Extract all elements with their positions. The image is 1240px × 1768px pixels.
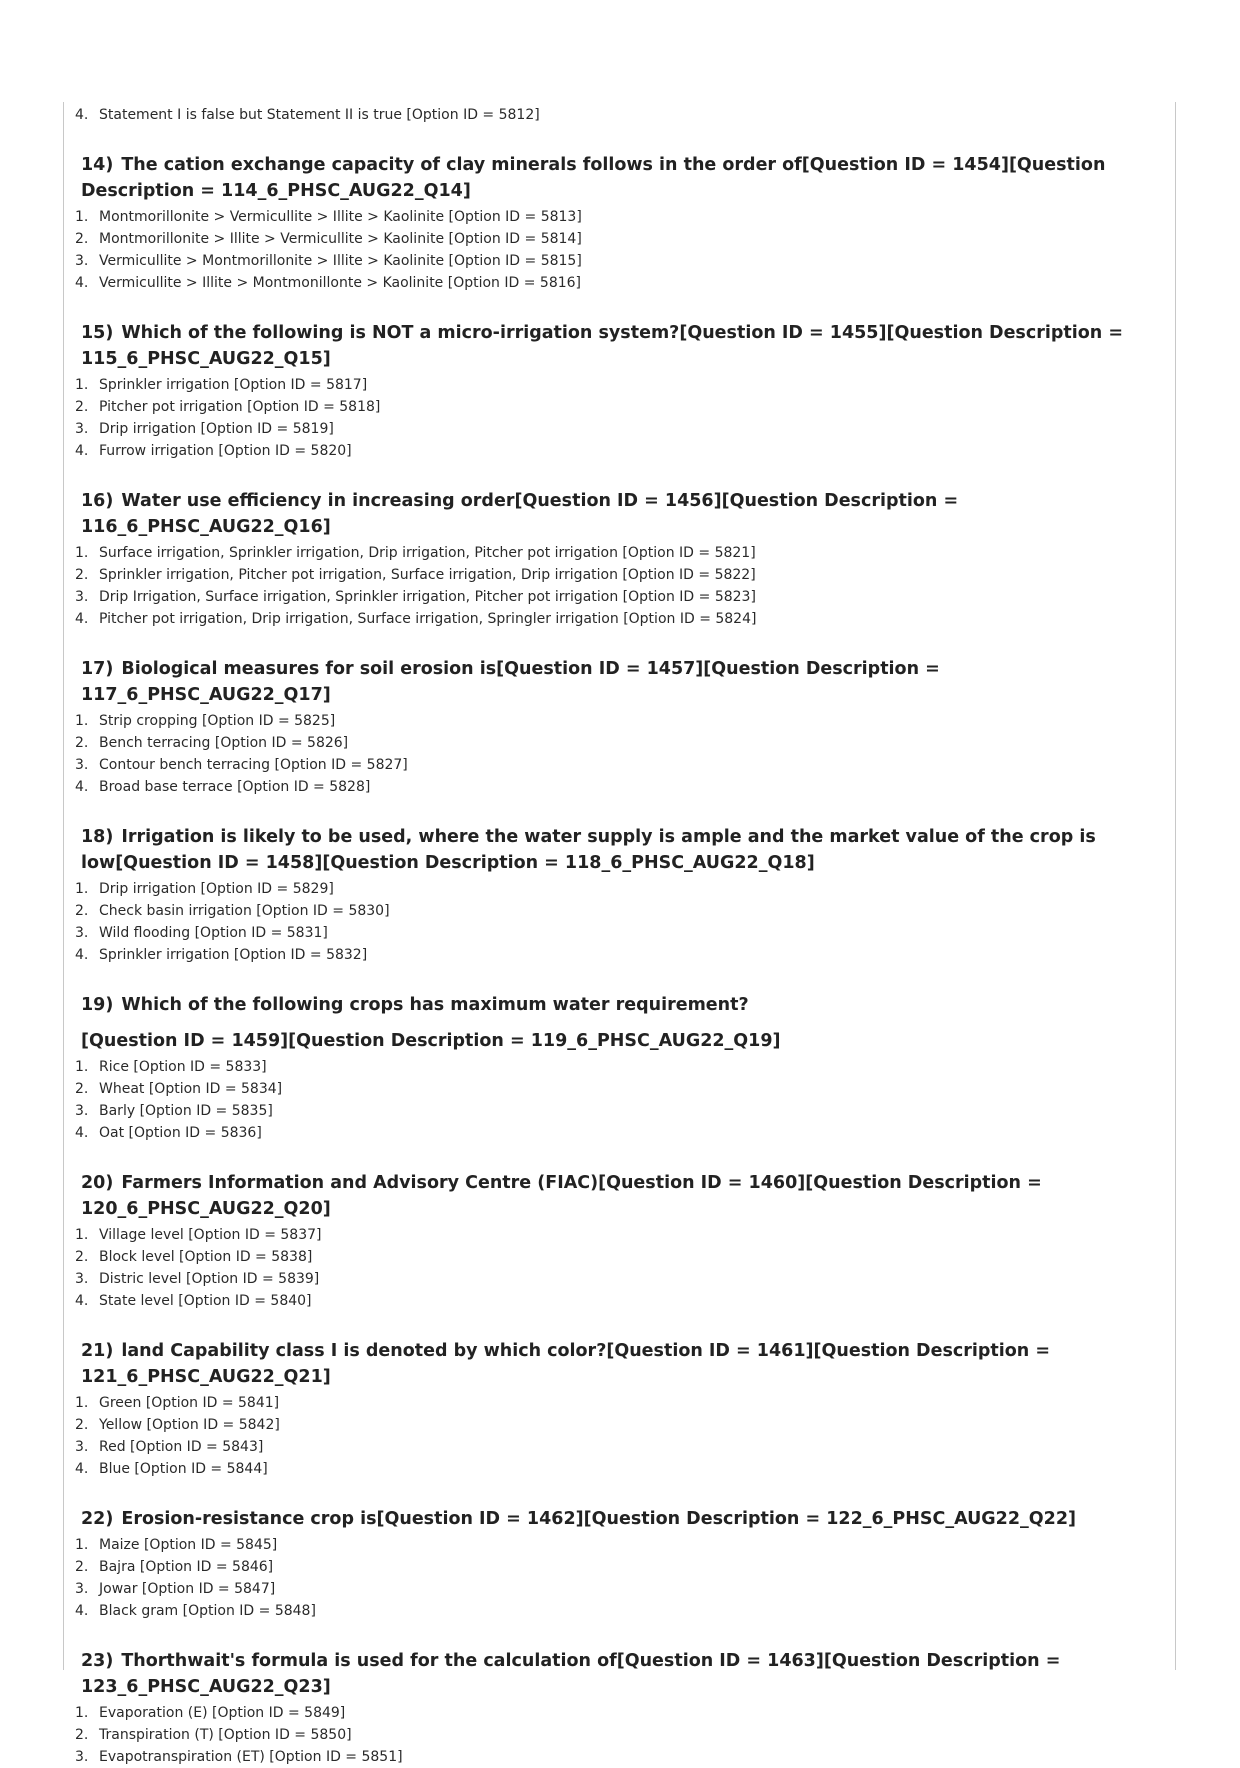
option-text: Bench terracing [Option ID = 5826] [99, 735, 349, 751]
option-number: 1. [75, 545, 89, 561]
option-number: 4. [75, 443, 89, 459]
option-item [75, 1458, 1165, 1480]
option-text: Oat [Option ID = 5836] [99, 1125, 262, 1141]
question-title [81, 488, 1165, 540]
question-block [75, 1338, 1165, 1480]
option-text: Strip cropping [Option ID = 5825] [99, 713, 336, 729]
option-number: 4. [75, 1603, 89, 1619]
option-item [75, 1746, 1165, 1768]
option-number: 3. [75, 1749, 89, 1765]
option-item [75, 944, 1165, 966]
question-title [81, 1506, 1165, 1532]
option-item [75, 542, 1165, 564]
option-number: 3. [75, 589, 89, 605]
option-number: 2. [75, 735, 89, 751]
option-text: Distric level [Option ID = 5839] [99, 1271, 320, 1287]
option-item [75, 1122, 1165, 1144]
option-text: Montmorillonite > Illite > Vermicullite > Kaolinite [Option ID = 5814] [99, 231, 582, 247]
option-number: 4. [75, 947, 89, 963]
option-item [75, 1556, 1165, 1578]
option-item [75, 1414, 1165, 1436]
option-number: 4. [75, 1461, 89, 1477]
option-text: Sprinkler irrigation [Option ID = 5817] [99, 377, 368, 393]
option-item [75, 272, 1165, 294]
option-text: Transpiration (T) [Option ID = 5850] [99, 1727, 352, 1743]
question-text: Irrigation is likely to be used, where the water supply is ample and the market value of the crop is low[Question ID = 1458][Question Description = 118_6_PHSC_AUG22_Q18] [81, 827, 1096, 873]
question-block [75, 1648, 1165, 1768]
question-text: land Capability class I is denoted by which color?[Question ID = 1461][Question Description = 121_6_PHSC_AUG22_Q21] [81, 1341, 1050, 1387]
option-item [75, 1100, 1165, 1122]
option-number: 1. [75, 881, 89, 897]
option-item [75, 1078, 1165, 1100]
question-block [75, 1506, 1165, 1622]
option-number: 1. [75, 1705, 89, 1721]
option-item [75, 250, 1165, 272]
option-text: Blue [Option ID = 5844] [99, 1461, 268, 1477]
option-text: Pitcher pot irrigation [Option ID = 5818] [99, 399, 381, 415]
option-number: 1. [75, 713, 89, 729]
option-item [75, 732, 1165, 754]
option-item [75, 396, 1165, 418]
question-title [81, 656, 1165, 708]
question-number: 23) [81, 1651, 114, 1671]
option-text: Black gram [Option ID = 5848] [99, 1603, 316, 1619]
option-number: 4. [75, 107, 89, 123]
question-title [81, 824, 1165, 876]
option-number: 3. [75, 1439, 89, 1455]
option-text: Vermicullite > Illite > Montmonillonte > Kaolinite [Option ID = 5816] [99, 275, 582, 291]
right-border-rule [1175, 102, 1176, 1670]
question-text: Which of the following is NOT a micro-irrigation system?[Question ID = 1455][Question Description = 115_6_PHSC_AUG22_Q15] [81, 323, 1123, 369]
option-text: Sprinkler irrigation [Option ID = 5832] [99, 947, 368, 963]
option-text: State level [Option ID = 5840] [99, 1293, 312, 1309]
option-text: Drip Irrigation, Surface irrigation, Sprinkler irrigation, Pitcher pot irrigation [Option ID = 5823] [99, 589, 756, 605]
option-number: 2. [75, 399, 89, 415]
option-text: Maize [Option ID = 5845] [99, 1537, 278, 1553]
left-border-rule [63, 102, 64, 1670]
question-text: Farmers Information and Advisory Centre (FIAC)[Question ID = 1460][Question Description = 120_6_PHSC_AUG22_Q20] [81, 1173, 1042, 1219]
question-paper-content [75, 104, 1165, 1768]
option-item [75, 228, 1165, 250]
option-text: Evaporation (E) [Option ID = 5849] [99, 1705, 346, 1721]
option-item [75, 564, 1165, 586]
option-number: 1. [75, 1395, 89, 1411]
option-item [75, 900, 1165, 922]
option-number: 2. [75, 567, 89, 583]
option-item [75, 1600, 1165, 1622]
option-text: Vermicullite > Montmorillonite > Illite > Kaolinite [Option ID = 5815] [99, 253, 582, 269]
question-title [81, 1648, 1165, 1700]
option-text: Broad base terrace [Option ID = 5828] [99, 779, 371, 795]
option-number: 2. [75, 1081, 89, 1097]
question-block [75, 152, 1165, 294]
option-text: Wheat [Option ID = 5834] [99, 1081, 283, 1097]
question-list [75, 152, 1165, 1768]
option-number: 3. [75, 1581, 89, 1597]
question-number: 20) [81, 1173, 114, 1193]
question-text: Thorthwait's formula is used for the calculation of[Question ID = 1463][Question Description = 123_6_PHSC_AUG22_Q23] [81, 1651, 1061, 1697]
question-number: 19) [81, 995, 114, 1015]
option-text: Contour bench terracing [Option ID = 5827] [99, 757, 408, 773]
question-text: Biological measures for soil erosion is[Question ID = 1457][Question Description = 117_6_PHSC_AUG22_Q17] [81, 659, 940, 705]
option-text: Montmorillonite > Vermicullite > Illite > Kaolinite [Option ID = 5813] [99, 209, 582, 225]
option-item [75, 878, 1165, 900]
option-item [75, 1290, 1165, 1312]
option-item [75, 1392, 1165, 1414]
option-text: Jowar [Option ID = 5847] [99, 1581, 276, 1597]
option-number: 1. [75, 1227, 89, 1243]
option-text: Barly [Option ID = 5835] [99, 1103, 273, 1119]
option-number: 4. [75, 275, 89, 291]
question-number: 18) [81, 827, 114, 847]
question-number: 14) [81, 155, 114, 175]
option-item [75, 922, 1165, 944]
option-item [75, 440, 1165, 462]
question-title [81, 1338, 1165, 1390]
option-number: 3. [75, 1103, 89, 1119]
option-text: Village level [Option ID = 5837] [99, 1227, 322, 1243]
option-item [75, 1268, 1165, 1290]
option-text: Pitcher pot irrigation, Drip irrigation, Surface irrigation, Springler irrigation [Option ID = 5824] [99, 611, 757, 627]
option-item [75, 1724, 1165, 1746]
option-number: 3. [75, 421, 89, 437]
option-item [75, 1246, 1165, 1268]
option-item [75, 1534, 1165, 1556]
option-item [75, 206, 1165, 228]
option-item [75, 1702, 1165, 1724]
option-item [75, 1578, 1165, 1600]
question-block [75, 992, 1165, 1144]
option-text: Drip irrigation [Option ID = 5829] [99, 881, 334, 897]
question-block [75, 1170, 1165, 1312]
option-number: 4. [75, 779, 89, 795]
option-item [75, 1056, 1165, 1078]
question-number: 16) [81, 491, 114, 511]
option-number: 4. [75, 1293, 89, 1309]
option-number: 1. [75, 1059, 89, 1075]
option-item [75, 1436, 1165, 1458]
question-title [81, 1170, 1165, 1222]
option-text: Sprinkler irrigation, Pitcher pot irrigation, Surface irrigation, Drip irrigation [Option ID = 5822] [99, 567, 756, 583]
question-text-continued: [Question ID = 1459][Question Description = 119_6_PHSC_AUG22_Q19] [81, 1031, 781, 1051]
option-text: Furrow irrigation [Option ID = 5820] [99, 443, 352, 459]
option-number: 2. [75, 1249, 89, 1265]
question-block [75, 488, 1165, 630]
option-text: Bajra [Option ID = 5846] [99, 1559, 274, 1575]
question-block [75, 320, 1165, 462]
option-item [75, 374, 1165, 396]
option-number: 2. [75, 903, 89, 919]
option-item [75, 776, 1165, 798]
option-text: Red [Option ID = 5843] [99, 1439, 264, 1455]
question-text: Water use efficiency in increasing order[Question ID = 1456][Question Description = 116_6_PHSC_AUG22_Q16] [81, 491, 959, 537]
option-item [75, 418, 1165, 440]
option-number: 3. [75, 253, 89, 269]
question-number: 21) [81, 1341, 114, 1361]
option-text: Green [Option ID = 5841] [99, 1395, 280, 1411]
option-number: 3. [75, 1271, 89, 1287]
option-item [75, 608, 1165, 630]
option-text: Check basin irrigation [Option ID = 5830] [99, 903, 390, 919]
option-number: 1. [75, 377, 89, 393]
option-item [75, 586, 1165, 608]
question-block [75, 824, 1165, 966]
option-text: Surface irrigation, Sprinkler irrigation, Drip irrigation, Pitcher pot irrigation [Option ID = 5821] [99, 545, 756, 561]
question-title [81, 992, 1165, 1054]
question-block [75, 656, 1165, 798]
option-number: 2. [75, 1727, 89, 1743]
option-number: 4. [75, 611, 89, 627]
question-number: 22) [81, 1509, 114, 1529]
option-number: 2. [75, 231, 89, 247]
option-item [75, 710, 1165, 732]
question-text: The cation exchange capacity of clay minerals follows in the order of[Question ID = 1454][Question Description = 114_6_PHSC_AUG22_Q14] [81, 155, 1106, 201]
carryover-option [75, 104, 1165, 126]
question-number: 17) [81, 659, 114, 679]
option-number: 3. [75, 925, 89, 941]
option-number: 1. [75, 1537, 89, 1553]
option-item [75, 754, 1165, 776]
option-number: 1. [75, 209, 89, 225]
question-number: 15) [81, 323, 114, 343]
option-text: Evapotranspiration (ET) [Option ID = 5851] [99, 1749, 403, 1765]
option-number: 2. [75, 1559, 89, 1575]
option-text: Drip irrigation [Option ID = 5819] [99, 421, 334, 437]
question-title [81, 152, 1165, 204]
option-item [75, 1224, 1165, 1246]
option-number: 3. [75, 757, 89, 773]
option-number: 2. [75, 1417, 89, 1433]
question-text: Erosion-resistance crop is[Question ID = 1462][Question Description = 122_6_PHSC_AUG22_Q22] [121, 1509, 1077, 1529]
option-text: Rice [Option ID = 5833] [99, 1059, 267, 1075]
question-title [81, 320, 1165, 372]
option-text: Statement I is false but Statement II is true [Option ID = 5812] [99, 107, 540, 123]
option-text: Block level [Option ID = 5838] [99, 1249, 313, 1265]
option-number: 4. [75, 1125, 89, 1141]
option-text: Wild flooding [Option ID = 5831] [99, 925, 328, 941]
question-text: Which of the following crops has maximum water requirement? [121, 995, 749, 1015]
option-text: Yellow [Option ID = 5842] [99, 1417, 280, 1433]
